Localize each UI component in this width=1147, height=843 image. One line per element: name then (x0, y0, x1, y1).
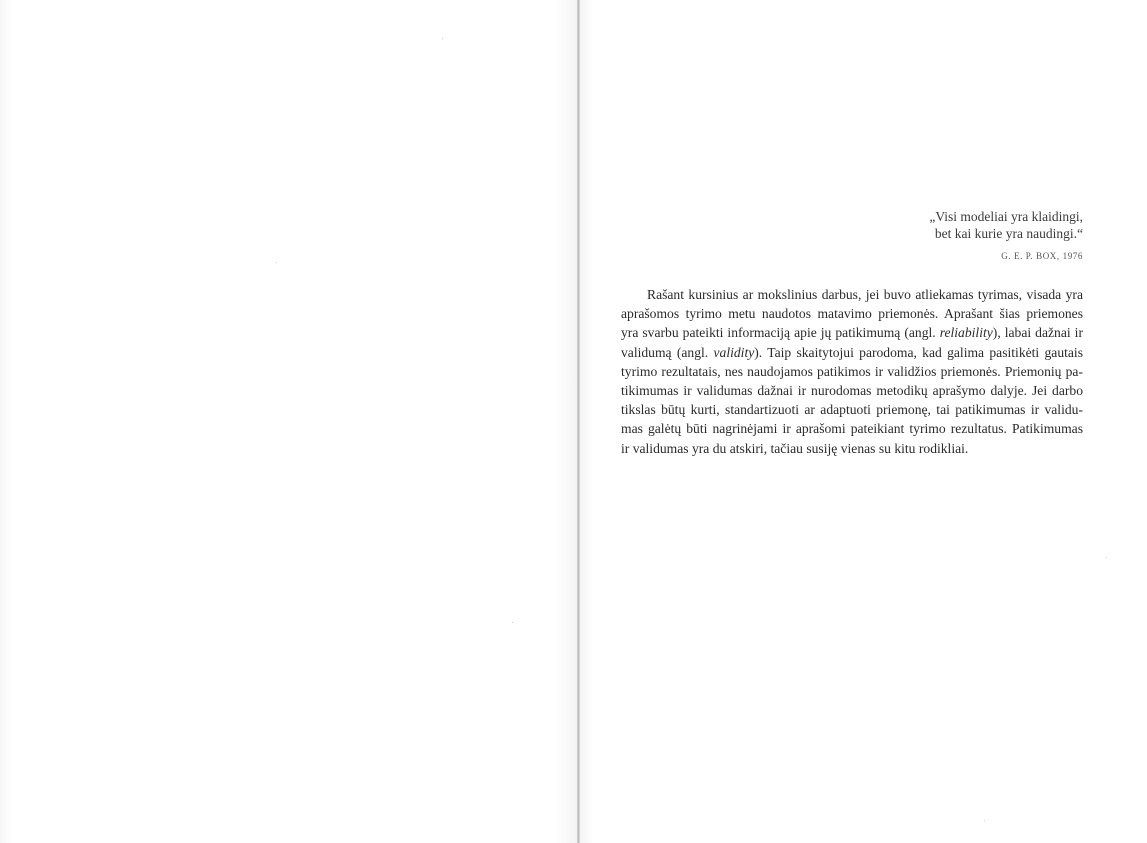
paper-speck (1106, 557, 1107, 558)
paper-speck (512, 622, 513, 623)
paragraph-line: tyrimo rezultatais, nes naudojamos patikimos ir validžios priemonės. Priemonių pa- (621, 363, 1083, 379)
paragraph-line: tikslas būtų kurti, standartizuoti ar adaptuoti priemonę, tai patikimumas ir validu- (621, 402, 1083, 418)
english-term: reliability (939, 325, 993, 341)
epigraph (929, 208, 1083, 261)
epigraph-line-2: bet kai kurie yra naudingi.“ (934, 226, 1083, 241)
paragraph-line: validumą (angl. validity). Taip skaitytojui parodoma, kad galima pasitikėti gautais (621, 344, 1083, 360)
paragraph-line: aprašomos tyrimo metu naudotos matavimo priemonės. Aprašant šias priemones (621, 306, 1083, 322)
paragraph-line: tikimumas ir validumas dažnai ir nurodomas metodikų aprašymo dalyje. Jei darbo (621, 383, 1083, 399)
paragraph-line: ir validumas yra du atskiri, tačiau susiję vienas su kitu rodikliai. (621, 440, 969, 456)
paper-speck (276, 262, 277, 263)
body-paragraph (621, 285, 1083, 458)
english-term: validity (713, 344, 755, 360)
paper-speck (984, 820, 985, 821)
paragraph-line: yra svarbu pateikti informaciją apie jų patikimumą (angl. reliability), labai dažnai ir (621, 325, 1083, 341)
paragraph-line: Rašant kursinius ar mokslinius darbus, jei buvo atliekamas tyrimas, visada yra (647, 287, 1083, 302)
epigraph-line-1: „Visi modeliai yra klaidingi, (929, 209, 1083, 224)
paragraph-line: mas galėtų būti nagrinėjami ir aprašomi pateikiant tyrimo rezultatus. Patikimumas (621, 421, 1083, 437)
paper-speck (442, 38, 443, 39)
epigraph-author: G. E. P. BOX, 1976 (1001, 251, 1083, 261)
